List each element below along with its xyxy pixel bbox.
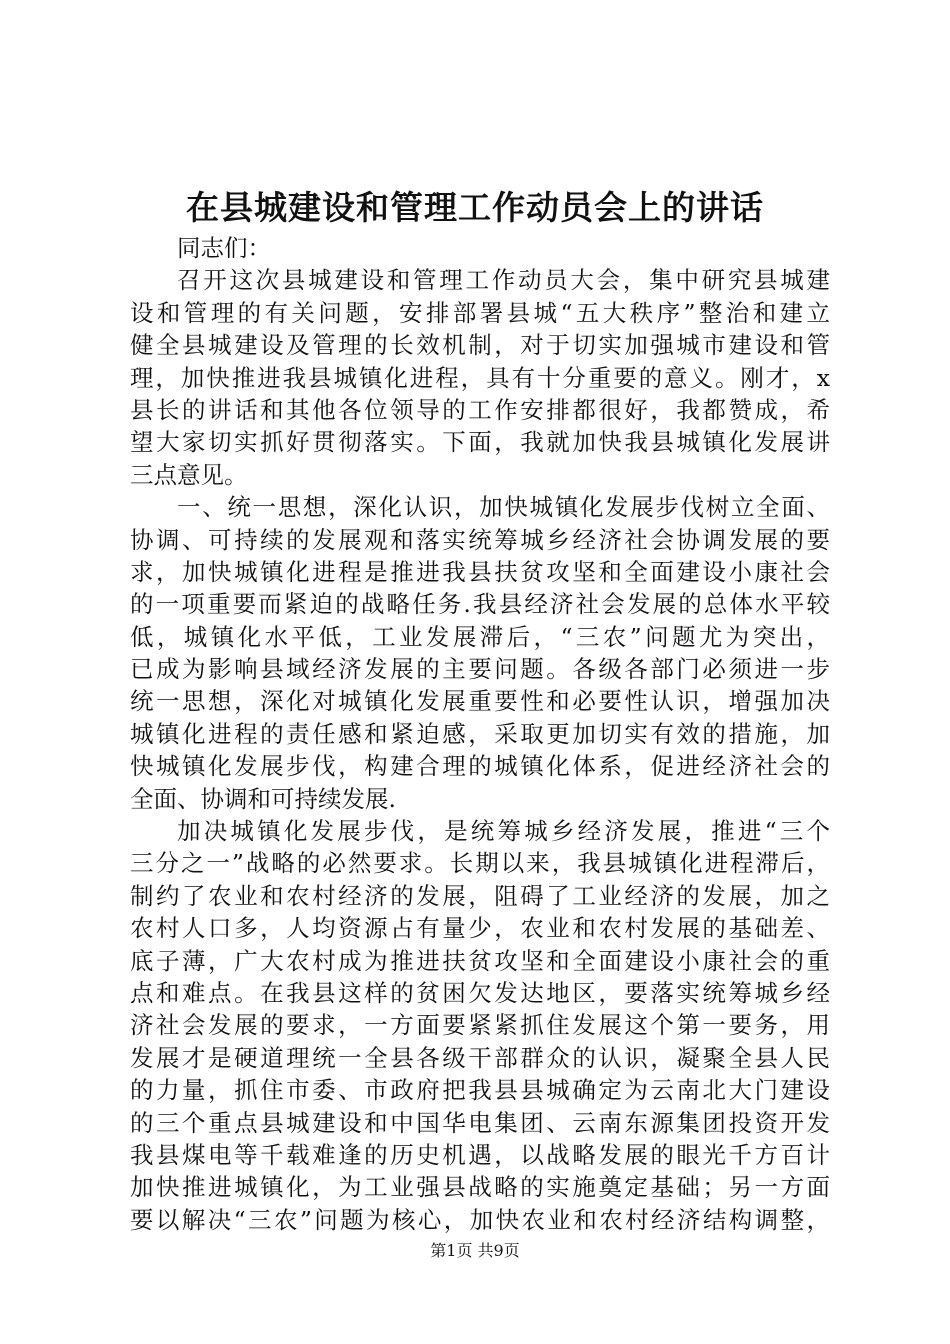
text-line: 点和难点。在我县这样的贫困欠发达地区，要落实统筹城乡经: [130, 978, 830, 1007]
text-line: 农村人口多，人均资源占有量少，农业和农村发展的基础差、: [130, 914, 830, 943]
text-line: 要以解决“三农”问题为核心，加快农业和农村经济结构调整，: [130, 1205, 830, 1234]
text-line: 统一思想，深化对城镇化发展重要性和必要性认识，增强加决: [130, 687, 830, 716]
text-line: 我县煤电等千载难逢的历史机遇，以战略发展的眼光千方百计: [130, 1140, 830, 1169]
text-line: 设和管理的有关问题，安排部署县城“五大秩序”整治和建立: [130, 298, 830, 327]
text-line: 三分之一”战略的必然要求。长期以来，我县城镇化进程滞后，: [130, 849, 830, 878]
text-line: 的一项重要而紧迫的战略任务.我县经济社会发展的总体水平较: [130, 590, 830, 619]
text-line: 制约了农业和农村经济的发展，阻碍了工业经济的发展，加之: [130, 881, 830, 910]
text-line: 加决城镇化发展步伐，是统筹城乡经济发展，推进“三个: [177, 817, 830, 846]
text-line: 的力量，抓住市委、市政府把我县县城确定为云南北大门建设: [130, 1076, 830, 1105]
text-line: 协调、可持续的发展观和落实统筹城乡经济社会协调发展的要: [130, 525, 830, 554]
text-line: 低，城镇化水平低，工业发展滞后，“三农”问题尤为突出，: [130, 622, 830, 651]
text-line: 三点意见。: [130, 460, 248, 489]
text-line: 加快推进城镇化，为工业强县战略的实施奠定基础；另一方面: [130, 1173, 830, 1202]
text-line: 召开这次县城建设和管理工作动员大会，集中研究县城建: [177, 266, 830, 295]
text-line: 县长的讲话和其他各位领导的工作安排都很好，我都赞成，希: [130, 395, 830, 424]
text-line: 望大家切实抓好贯彻落实。下面，我就加快我县城镇化发展讲: [130, 428, 830, 457]
text-line: 发展才是硬道理统一全县各级干部群众的认识，凝聚全县人民: [130, 1043, 830, 1072]
text-line: 求，加快城镇化进程是推进我县扶贫攻坚和全面建设小康社会: [130, 557, 830, 586]
text-line: 已成为影响县域经济发展的主要问题。各级各部门必须进一步: [130, 655, 830, 684]
text-line: 同志们：: [177, 234, 271, 262]
document-body: [130, 232, 830, 1236]
page-footer: 第1页 共9页: [430, 1241, 520, 1260]
text-line: 理，加快推进我县城镇化进程，具有十分重要的意义。刚才，x: [130, 363, 830, 392]
text-line: 济社会发展的要求，一方面要紧紧抓住发展这个第一要务，用: [130, 1011, 830, 1040]
text-line: 底子薄，广大农村成为推进扶贫攻坚和全面建设小康社会的重: [130, 946, 830, 975]
document-title: 在县城建设和管理工作动员会上的讲话: [186, 188, 764, 227]
text-line: 一、统一思想，深化认识，加快城镇化发展步伐树立全面、: [177, 493, 830, 522]
text-line: 的三个重点县城建设和中国华电集团、云南东源集团投资开发: [130, 1108, 830, 1137]
text-line: 健全县城建设及管理的长效机制，对于切实加强城市建设和管: [130, 331, 830, 360]
text-line: 城镇化进程的责任感和紧迫感，采取更加切实有效的措施，加: [130, 719, 830, 748]
text-line: 快城镇化发展步伐，构建合理的城镇化体系，促进经济社会的: [130, 752, 830, 781]
text-line: 全面、协调和可持续发展.: [130, 784, 396, 813]
